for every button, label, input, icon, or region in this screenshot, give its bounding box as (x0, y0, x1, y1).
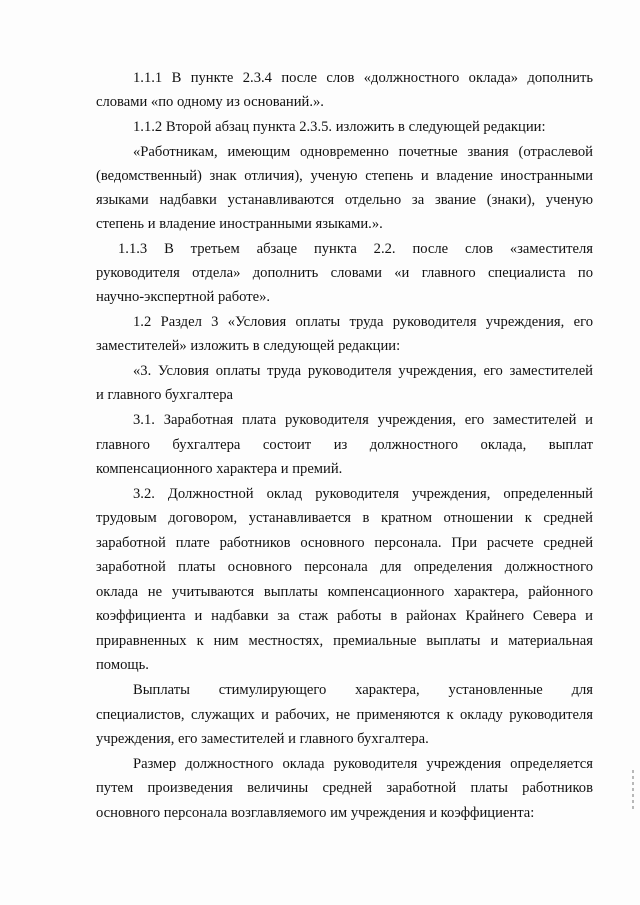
text-line: заместителей» изложить в следующей редакции: (96, 338, 401, 354)
text-line: 3.2. Должностной оклад руководителя учреждения, определенный (133, 486, 593, 502)
scan-edge-mark (632, 770, 634, 810)
text-line: «3. Условия оплаты труда руководителя учреждения, его заместителей (133, 363, 593, 379)
text-line: 1.2 Раздел 3 «Условия оплаты труда руководителя учреждения, его (133, 314, 593, 330)
text-line: оклада не учитываются выплаты компенсационного характера, районного (96, 584, 593, 600)
text-line: 3.1. Заработная плата руководителя учреждения, его заместителей и (133, 412, 593, 428)
text-line: «Работникам, имеющим одновременно почетные звания (отраслевой (133, 144, 593, 160)
text-line: Размер должностного оклада руководителя учреждения определяется (133, 756, 593, 772)
text-line: 1.1.3 В третьем абзаце пункта 2.2. после слов «заместителя (118, 241, 593, 257)
text-line: помощь. (96, 657, 149, 673)
text-line: коэффициента и надбавки за стаж работы в районах Крайнего Севера и (96, 608, 593, 624)
text-line: Выплаты стимулирующего характера, установленные для (133, 682, 593, 698)
text-line: приравненных к ним местностях, премиальные выплаты и материальная (96, 633, 593, 649)
text-line: заработной платы основного персонала для определения должностного (96, 559, 593, 575)
text-line: компенсационного характера и премий. (96, 461, 343, 477)
text-line: трудовым договором, устанавливается в кратном отношении к средней (96, 510, 593, 526)
text-line: главного бухгалтера состоит из должностного оклада, выплат (96, 437, 593, 453)
text-line: учреждения, его заместителей и главного бухгалтера. (96, 731, 429, 747)
text-line: основного персонала возглавляемого им учреждения и коэффициента: (96, 805, 535, 821)
text-line: словами «по одному из оснований.». (96, 94, 324, 110)
text-line: языками надбавки устанавливаются отдельно за звание (знаки), ученую (96, 192, 593, 208)
text-line: 1.1.2 Второй абзац пункта 2.3.5. изложить в следующей редакции: (133, 119, 546, 135)
text-line: путем произведения величины средней заработной платы работников (96, 780, 593, 796)
text-line: и главного бухгалтера (96, 387, 233, 403)
text-line: специалистов, служащих и рабочих, не применяются к окладу руководителя (96, 707, 593, 723)
text-line: научно-экспертной работе». (96, 289, 271, 305)
text-line: заработной плате работников основного персонала. При расчете средней (96, 535, 593, 551)
text-line: руководителя отдела» дополнить словами «и главного специалиста по (96, 265, 593, 281)
text-line: степень и владение иностранными языками.». (96, 216, 383, 232)
text-line: (ведомственный) знак отличия), ученую степень и владение иностранными (96, 168, 593, 184)
text-line: 1.1.1 В пункте 2.3.4 после слов «должностного оклада» дополнить (133, 70, 593, 86)
